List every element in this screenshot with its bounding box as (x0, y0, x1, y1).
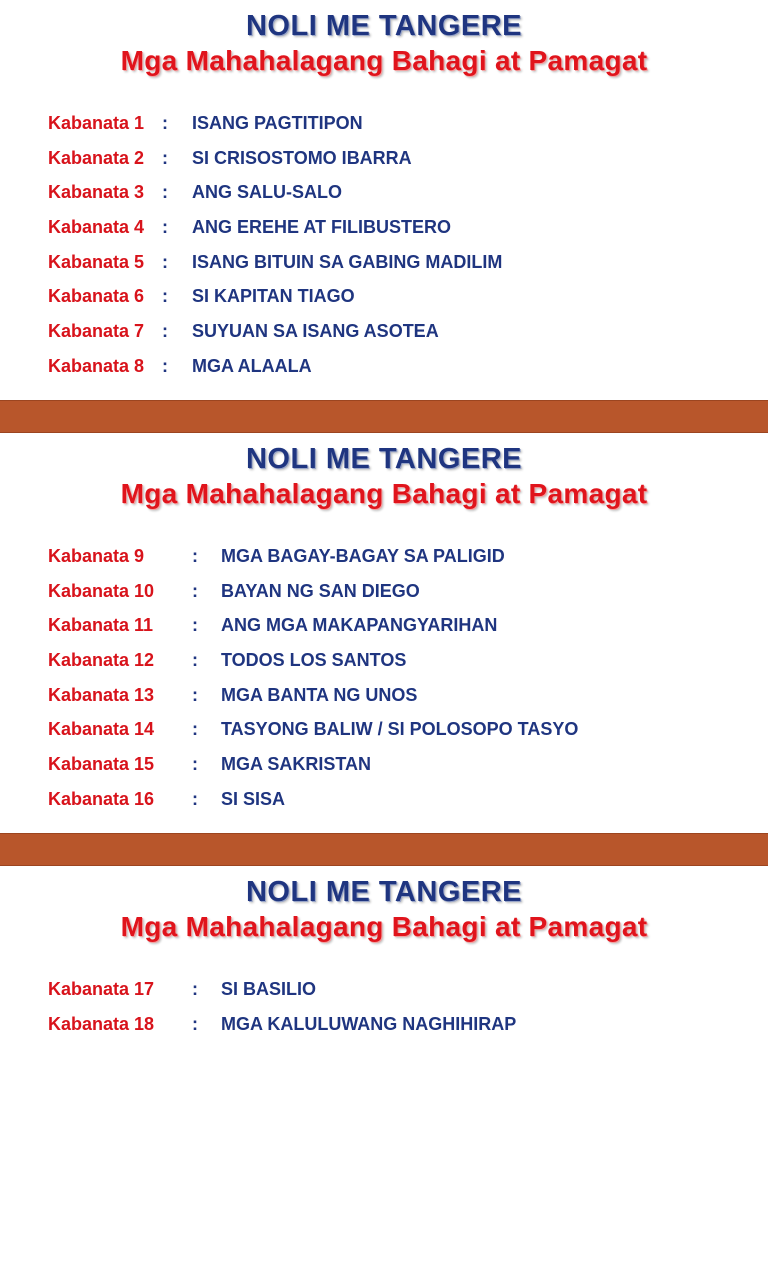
chapter-label: Kabanata 9 (48, 546, 145, 566)
chapter-label: Kabanata 12 (48, 650, 155, 671)
chapter-row (0, 712, 768, 747)
chapter-row (0, 175, 768, 210)
slide-separator-bar (0, 833, 768, 866)
chapter-title: MGA BAGAY-BAGAY SA PALIGID (221, 546, 505, 566)
slide-title: NOLI ME TANGERE (245, 876, 523, 908)
chapter-colon: : (162, 251, 168, 272)
slide-subtitle: Mga Mahahalagang Bahagi at Pamagat (120, 45, 648, 76)
chapter-title: SI SISA (221, 788, 286, 809)
chapter-label: Kabanata 3 (48, 182, 145, 203)
chapter-title: TASYONG BALIW / SI POLOSOPO TASYO (221, 719, 579, 740)
slide-separator-bar (0, 400, 768, 433)
slide-2 (0, 433, 768, 833)
chapter-colon: : (162, 182, 168, 203)
chapter-title: ISANG BITUIN SA GABING MADILIM (192, 251, 503, 272)
chapter-label: Kabanata 11 (48, 615, 154, 636)
chapter-title: SI KAPITAN TIAGO (192, 286, 355, 307)
chapter-label: Kabanata 17 (48, 979, 155, 999)
chapter-label: Kabanata 4 (48, 217, 145, 238)
chapter-colon: : (192, 719, 198, 740)
chapter-colon: : (162, 217, 168, 238)
chapter-colon: : (192, 1013, 198, 1034)
chapter-label: Kabanata 5 (48, 251, 145, 272)
chapter-title: ANG EREHE AT FILIBUSTERO (192, 217, 452, 238)
chapter-row (0, 245, 768, 280)
chapter-label: Kabanata 16 (48, 788, 155, 809)
chapter-title: TODOS LOS SANTOS (221, 650, 407, 671)
chapter-title: ANG SALU-SALO (192, 182, 342, 203)
chapter-label: Kabanata 15 (48, 754, 155, 775)
chapter-title: BAYAN NG SAN DIEGO (221, 580, 420, 601)
chapter-label: Kabanata 7 (48, 321, 145, 342)
chapter-row (0, 279, 768, 314)
chapter-row (0, 349, 768, 384)
chapter-list (0, 972, 768, 1041)
chapter-title: ANG MGA MAKAPANGYARIHAN (221, 615, 498, 636)
chapter-colon: : (192, 546, 198, 566)
slide-subtitle: Mga Mahahalagang Bahagi at Pamagat (120, 911, 648, 942)
chapter-label: Kabanata 6 (48, 286, 145, 307)
chapter-row (0, 643, 768, 678)
chapter-row (0, 972, 768, 1007)
chapter-title: MGA ALAALA (192, 355, 312, 376)
chapter-colon: : (192, 650, 198, 671)
chapter-label: Kabanata 13 (48, 684, 155, 705)
chapter-colon: : (192, 754, 198, 775)
chapter-colon: : (162, 147, 168, 168)
chapter-label: Kabanata 2 (48, 147, 145, 168)
chapter-label: Kabanata 8 (48, 355, 145, 376)
chapter-colon: : (192, 979, 198, 999)
chapter-row (0, 106, 768, 141)
chapter-row (0, 314, 768, 349)
slide-subtitle: Mga Mahahalagang Bahagi at Pamagat (120, 478, 648, 509)
chapter-label: Kabanata 14 (48, 719, 155, 740)
chapter-title: SI CRISOSTOMO IBARRA (192, 147, 412, 168)
chapter-colon: : (162, 113, 168, 133)
slide-title: NOLI ME TANGERE (245, 443, 523, 475)
chapter-list (0, 106, 768, 384)
chapter-colon: : (162, 286, 168, 307)
chapter-colon: : (162, 355, 168, 376)
chapter-colon: : (192, 788, 198, 809)
chapter-row (0, 678, 768, 713)
chapter-row (0, 782, 768, 817)
chapter-title: ISANG PAGTITIPON (192, 113, 363, 133)
slide-3 (0, 866, 768, 1266)
chapter-label: Kabanata 18 (48, 1013, 155, 1034)
chapter-row (0, 574, 768, 609)
chapter-list (0, 539, 768, 817)
chapter-row (0, 747, 768, 782)
slide-title: NOLI ME TANGERE (245, 10, 523, 42)
chapter-title: SUYUAN SA ISANG ASOTEA (192, 321, 439, 342)
chapter-title: SI BASILIO (221, 979, 317, 999)
chapter-colon: : (192, 615, 198, 636)
chapter-label: Kabanata 10 (48, 580, 155, 601)
chapter-title: MGA KALULUWANG NAGHIHIRAP (221, 1013, 517, 1034)
chapter-colon: : (192, 684, 198, 705)
chapter-colon: : (192, 580, 198, 601)
chapter-title: MGA BANTA NG UNOS (221, 684, 418, 705)
chapter-title: MGA SAKRISTAN (221, 754, 371, 775)
chapter-row (0, 1007, 768, 1042)
slide-1 (0, 0, 768, 400)
chapter-row (0, 141, 768, 176)
chapter-row (0, 608, 768, 643)
chapter-label: Kabanata 1 (48, 113, 145, 133)
chapter-row (0, 210, 768, 245)
chapter-row (0, 539, 768, 574)
chapter-colon: : (162, 321, 168, 342)
